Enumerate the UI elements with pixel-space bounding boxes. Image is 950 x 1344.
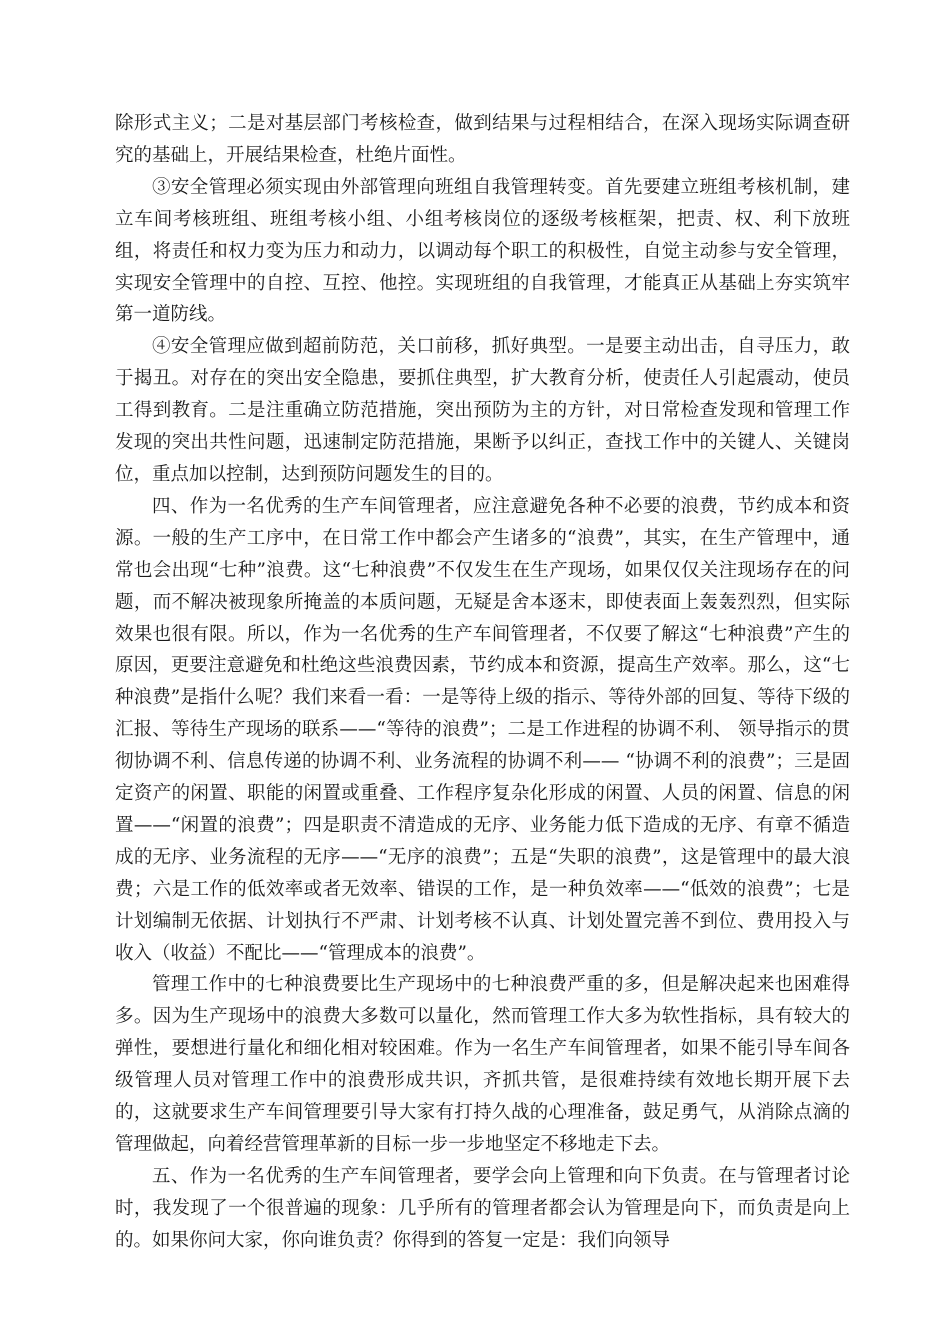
paragraph-upward-management: 五、作为一名优秀的生产车间管理者，要学会向上管理和向下负责。在与管理者讨论时，我发现了一个很普遍的现象：几乎所有的管理者都会认为管理是向下，而负责是向上的。如果你问大家，你向谁负责？你得到的答复一定是：我们向领导 bbox=[115, 1165, 850, 1251]
paragraph-safety-prevention: ④安全管理应做到超前防范，关口前移，抓好典型。一是要主动出击，自寻压力，敢于揭丑。对存在的突出安全隐患，要抓住典型，扩大教育分析，使责任人引起震动，使员工得到教育。二是注重确立防范措施，突出预防为主的方针，对日常检查发现和管理工作发现的突出共性问题，迅速制定防范措施，果断予以纠正，查找工作中的关键人、关键岗位，重点加以控制，达到预防问题发生的目的。 bbox=[115, 336, 850, 485]
document-body bbox=[115, 108, 850, 1257]
paragraph-management-waste: 管理工作中的七种浪费要比生产现场中的七种浪费严重的多，但是解决起来也困难得多。因为生产现场中的浪费大多数可以量化，然而管理工作大多为软性指标，具有较大的弹性，要想进行量化和细化相对较困难。作为一名生产车间管理者，如果不能引导车间各级管理人员对管理工作中的浪费形成共识，齐抓共管，是很难持续有效地长期开展下去的，这就要求生产车间管理要引导大家有打持久战的心理准备，鼓足勇气，从消除点滴的管理做起，向着经营管理革新的目标一步一步地坚定不移地走下去。 bbox=[115, 974, 850, 1155]
paragraph-seven-wastes: 四、作为一名优秀的生产车间管理者，应注意避免各种不必要的浪费，节约成本和资源。一般的生产工序中，在日常工作中都会产生诸多的“浪费”，其实，在生产管理中，通常也会出现“七种”浪费。这“七种浪费”不仅发生在生产现场，如果仅仅关注现场存在的问题，而不解决被现象所掩盖的本质问题，无疑是舍本逐末，即使表面上轰轰烈烈，但实际效果也很有限。所以，作为一名优秀的生产车间管理者，不仅要了解这“七种浪费”产生的原因，更要注意避免和杜绝这些浪费因素，节约成本和资源，提高生产效率。那么，这“七种浪费”是指什么呢？我们来看一看：一是等待上级的指示、等待外部的回复、等待下级的汇报、等待生产现场的联系——“等待的浪费”；二是工作进程的协调不利、 领导指示的贯彻协调不利、信息传递的协调不利、业务流程的协调不利—— “协调不利的浪费”；三是固定资产的闲置、职能的闲置或重叠、工作程序复杂化形成的闲置、人员的闲置、信息的闲置——“闲置的浪费”；四是职责不清造成的无序、业务能力低下造成的无序、有章不循造成的无序、业务流程的无序——“无序的浪费”；五是“失职的浪费”，这是管理中的最大浪费；六是工作的低效率或者无效率、错误的工作，是一种负效率——“低效的浪费”；七是计划编制无依据、计划执行不严肃、计划考核不认真、计划处置完善不到位、费用投入与收入（收益）不配比——“管理成本的浪费”。 bbox=[115, 495, 850, 964]
paragraph-safety-team-self-management: ③安全管理必须实现由外部管理向班组自我管理转变。首先要建立班组考核机制，建立车间考核班组、班组考核小组、小组考核岗位的逐级考核框架，把责、权、利下放班组，将责任和权力变为压力和动力，以调动每个职工的积极性，自觉主动参与安全管理，实现安全管理中的自控、互控、他控。实现班组的自我管理，才能真正从基础上夯实筑牢第一道防线。 bbox=[115, 176, 850, 326]
paragraph-continued: 除形式主义；二是对基层部门考核检查，做到结果与过程相结合，在深入现场实际调查研究的基础上，开展结果检查，杜绝片面性。 bbox=[115, 113, 850, 166]
